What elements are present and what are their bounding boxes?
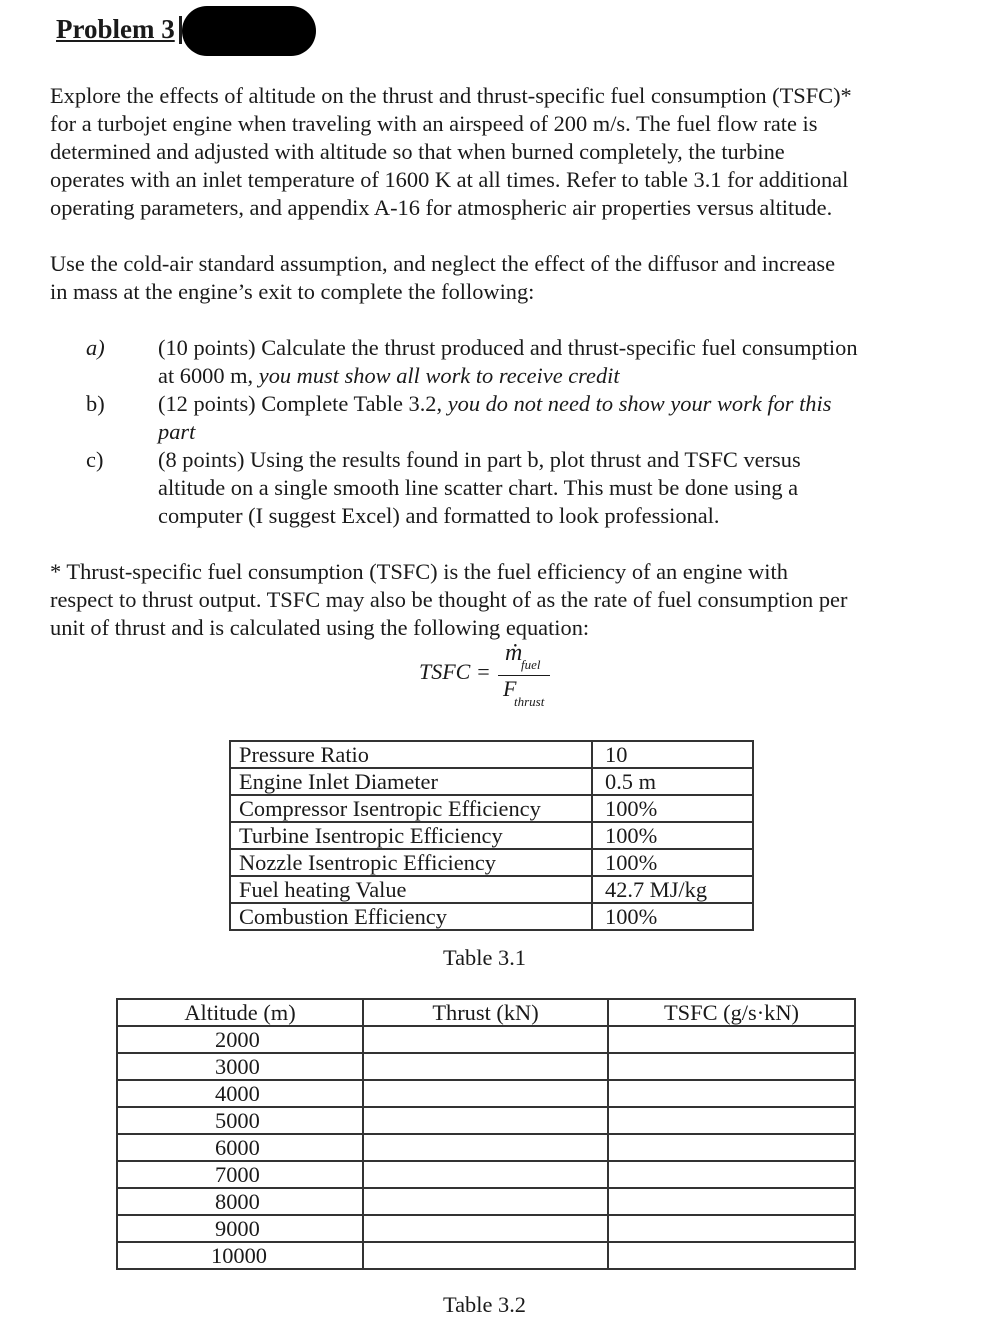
table-header-row <box>117 999 855 1026</box>
part-c-marker: c) <box>86 447 104 472</box>
equation-numerator-sub: fuel <box>521 657 541 672</box>
table-row <box>117 1188 855 1215</box>
tsfc-cell[interactable] <box>608 1188 855 1215</box>
tsfc-cell[interactable] <box>608 1080 855 1107</box>
table-row <box>230 768 753 795</box>
table-row <box>117 1026 855 1053</box>
tsfc-cell[interactable] <box>608 1026 855 1053</box>
tsfc-cell[interactable] <box>608 1215 855 1242</box>
table-row <box>230 741 753 768</box>
redaction-mark <box>182 6 316 56</box>
value-cell: 0.5 m <box>592 768 753 795</box>
table-3-1 <box>229 740 754 931</box>
tsfc-header: TSFC (g/s·kN) <box>608 999 855 1026</box>
thrust-cell[interactable] <box>363 1215 608 1242</box>
table-row <box>117 1134 855 1161</box>
instructions-line: Use the cold-air standard assumption, and neglect the effect of the diffusor and increase <box>50 251 836 276</box>
table-row <box>117 1215 855 1242</box>
problem-title: Problem 3 <box>56 14 175 44</box>
value-cell: 100% <box>592 795 753 822</box>
footnote-paragraph <box>50 558 950 642</box>
table-3-1-caption: Table 3.1 <box>443 945 526 970</box>
table-row <box>117 1107 855 1134</box>
part-b-line <box>158 418 938 446</box>
equation-lhs: TSFC = <box>419 659 491 684</box>
table-row <box>117 1080 855 1107</box>
table-3-2-caption: Table 3.2 <box>443 1292 526 1317</box>
value-cell: 100% <box>592 822 753 849</box>
instructions-paragraph <box>50 250 950 306</box>
parameter-cell: Combustion Efficiency <box>230 903 592 930</box>
altitude-cell: 2000 <box>117 1026 363 1053</box>
altitude-header: Altitude (m) <box>117 999 363 1026</box>
tsfc-cell[interactable] <box>608 1107 855 1134</box>
tsfc-cell[interactable] <box>608 1134 855 1161</box>
thrust-cell[interactable] <box>363 1242 608 1269</box>
equation-denominator: F <box>503 676 517 701</box>
value-cell: 100% <box>592 849 753 876</box>
part-b-marker: b) <box>86 391 105 416</box>
tsfc-cell[interactable] <box>608 1053 855 1080</box>
altitude-cell: 7000 <box>117 1161 363 1188</box>
part-b-plain: (12 points) Complete Table 3.2, <box>158 391 448 416</box>
part-a-plain: at 6000 m, <box>158 363 259 388</box>
part-c-text <box>158 446 938 530</box>
thrust-cell[interactable] <box>363 1134 608 1161</box>
table-row <box>117 1242 855 1269</box>
table-row <box>117 1053 855 1080</box>
equation-denominator-sub: thrust <box>514 694 545 709</box>
altitude-cell: 8000 <box>117 1188 363 1215</box>
altitude-cell: 6000 <box>117 1134 363 1161</box>
table-row <box>117 1161 855 1188</box>
part-b-line <box>158 390 938 418</box>
altitude-cell: 4000 <box>117 1080 363 1107</box>
footnote-line: respect to thrust output. TSFC may also be thought of as the rate of fuel consumption per <box>50 587 848 612</box>
thrust-cell[interactable] <box>363 1080 608 1107</box>
intro-line: determined and adjusted with altitude so that when burned completely, the turbine <box>50 139 785 164</box>
value-cell: 100% <box>592 903 753 930</box>
parameter-cell: Turbine Isentropic Efficiency <box>230 822 592 849</box>
altitude-cell: 9000 <box>117 1215 363 1242</box>
parameter-cell: Pressure Ratio <box>230 741 592 768</box>
table-3-2 <box>116 998 856 1270</box>
part-c-line: (8 points) Using the results found in part b, plot thrust and TSFC versus <box>158 447 801 472</box>
part-b-emphasis: you do not need to show your work for this <box>447 391 832 416</box>
footnote-line: unit of thrust and is calculated using the following equation: <box>50 615 590 640</box>
intro-line: operates with an inlet temperature of 1600 K at all times. Refer to table 3.1 for additional <box>50 167 849 192</box>
part-a-marker: a) <box>86 335 105 360</box>
part-c-line: computer (I suggest Excel) and formatted to look professional. <box>158 503 720 528</box>
instructions-line: in mass at the engine’s exit to complete the following: <box>50 279 535 304</box>
thrust-cell[interactable] <box>363 1026 608 1053</box>
intro-paragraph <box>50 82 950 222</box>
table-row <box>230 849 753 876</box>
thrust-cell[interactable] <box>363 1107 608 1134</box>
altitude-cell: 10000 <box>117 1242 363 1269</box>
footnote-line: * Thrust-specific fuel consumption (TSFC) is the fuel efficiency of an engine with <box>50 559 788 584</box>
part-b-emphasis: part <box>158 419 196 444</box>
part-a-line: (10 points) Calculate the thrust produced and thrust-specific fuel consumption <box>158 335 858 360</box>
thrust-cell[interactable] <box>363 1188 608 1215</box>
thrust-header: Thrust (kN) <box>363 999 608 1026</box>
intro-line: operating parameters, and appendix A-16 for atmospheric air properties versus altitude. <box>50 195 833 220</box>
part-b-text <box>158 390 938 446</box>
equation-numerator: ṁ <box>505 640 523 666</box>
part-a-text <box>158 334 938 390</box>
intro-line: Explore the effects of altitude on the thrust and thrust-specific fuel consumption (TSFC)* <box>50 83 852 108</box>
tsfc-cell[interactable] <box>608 1242 855 1269</box>
part-c-line: altitude on a single smooth line scatter chart. This must be done using a <box>158 475 799 500</box>
table-row <box>230 795 753 822</box>
part-a-emphasis: you must show all work to receive credit <box>258 363 620 388</box>
parameter-cell: Fuel heating Value <box>230 876 592 903</box>
altitude-cell: 3000 <box>117 1053 363 1080</box>
thrust-cell[interactable] <box>363 1053 608 1080</box>
value-cell: 10 <box>592 741 753 768</box>
parameter-cell: Nozzle Isentropic Efficiency <box>230 849 592 876</box>
table-row <box>230 903 753 930</box>
parameter-cell: Compressor Isentropic Efficiency <box>230 795 592 822</box>
value-cell: 42.7 MJ/kg <box>592 876 753 903</box>
parameter-cell: Engine Inlet Diameter <box>230 768 592 795</box>
intro-line: for a turbojet engine when traveling with an airspeed of 200 m/s. The fuel flow rate is <box>50 111 818 136</box>
tsfc-cell[interactable] <box>608 1161 855 1188</box>
part-a-line <box>158 362 938 390</box>
table-row <box>230 876 753 903</box>
table-row <box>230 822 753 849</box>
altitude-cell: 5000 <box>117 1107 363 1134</box>
thrust-cell[interactable] <box>363 1161 608 1188</box>
